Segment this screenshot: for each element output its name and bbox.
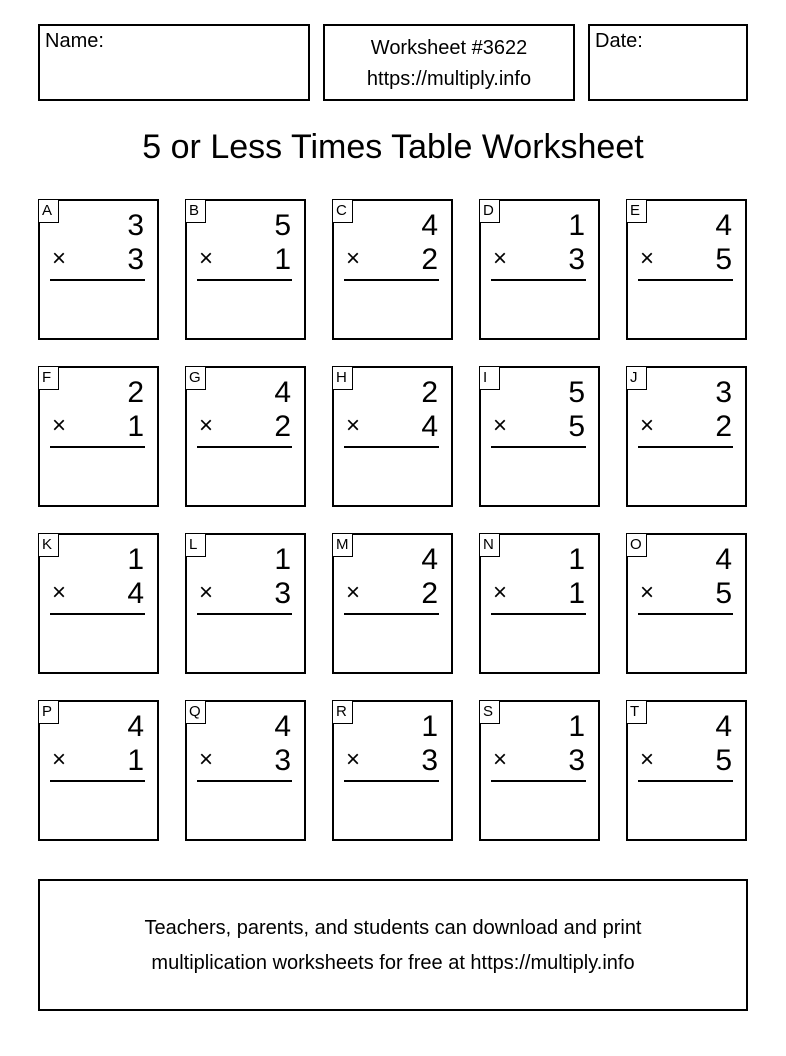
answer-rule [50, 613, 145, 615]
problem-letter: O [626, 533, 647, 557]
multiplicand: 1 [127, 543, 144, 576]
problem-letter: N [479, 533, 500, 557]
problem-letter: B [185, 199, 206, 223]
problem-card-t[interactable] [626, 700, 747, 841]
answer-rule [344, 613, 439, 615]
answer-rule [197, 613, 292, 615]
problem-card-j[interactable] [626, 366, 747, 507]
times-icon: × [199, 245, 214, 272]
answer-rule [638, 780, 733, 782]
multiplier: 2 [421, 243, 438, 276]
times-icon: × [52, 245, 67, 272]
multiplier: 2 [715, 410, 732, 443]
answer-rule [491, 279, 586, 281]
problem-letter: F [38, 366, 59, 390]
worksheet-url: https://multiply.info [366, 68, 532, 90]
answer-rule [344, 446, 439, 448]
problem-letter: H [332, 366, 353, 390]
problem-letter: G [185, 366, 206, 390]
times-icon: × [640, 412, 655, 439]
answer-rule [491, 446, 586, 448]
multiplicand: 1 [421, 710, 438, 743]
problem-letter: C [332, 199, 353, 223]
multiplier: 3 [568, 243, 585, 276]
times-icon: × [346, 412, 361, 439]
answer-rule [491, 613, 586, 615]
problem-letter: T [626, 700, 647, 724]
page-title: 5 or Less Times Table Worksheet [142, 128, 644, 166]
multiplicand: 4 [715, 543, 732, 576]
problem-card-h[interactable] [332, 366, 453, 507]
multiplicand: 1 [568, 209, 585, 242]
problem-letter: K [38, 533, 59, 557]
multiplier: 3 [127, 243, 144, 276]
answer-rule [491, 780, 586, 782]
multiplier: 3 [274, 744, 291, 777]
problem-card-f[interactable] [38, 366, 159, 507]
answer-rule [638, 279, 733, 281]
problem-letter: L [185, 533, 206, 557]
multiplicand: 4 [421, 543, 438, 576]
times-icon: × [493, 746, 508, 773]
multiplier: 5 [715, 577, 732, 610]
multiplier: 5 [715, 243, 732, 276]
times-icon: × [493, 579, 508, 606]
footer-line-2: multiplication worksheets for free at https://multiply.info [151, 952, 635, 974]
answer-rule [344, 780, 439, 782]
answer-rule [638, 446, 733, 448]
problem-card-s[interactable] [479, 700, 600, 841]
multiplier: 2 [274, 410, 291, 443]
problem-card-d[interactable] [479, 199, 600, 340]
multiplicand: 3 [715, 376, 732, 409]
answer-rule [197, 446, 292, 448]
times-icon: × [346, 579, 361, 606]
name-label: Name: [45, 30, 104, 52]
multiplicand: 5 [568, 376, 585, 409]
multiplicand: 2 [127, 376, 144, 409]
multiplier: 1 [127, 744, 144, 777]
times-icon: × [52, 746, 67, 773]
problem-card-n[interactable] [479, 533, 600, 674]
multiplicand: 4 [715, 710, 732, 743]
problem-letter: E [626, 199, 647, 223]
date-label: Date: [595, 30, 643, 52]
times-icon: × [346, 245, 361, 272]
worksheet-info-box [323, 24, 575, 101]
problem-card-c[interactable] [332, 199, 453, 340]
multiplier: 3 [274, 577, 291, 610]
footer-line-1: Teachers, parents, and students can download and print [144, 917, 642, 939]
times-icon: × [346, 746, 361, 773]
footer-box [38, 879, 748, 1011]
problem-letter: A [38, 199, 59, 223]
problem-letter: R [332, 700, 353, 724]
problem-letter: D [479, 199, 500, 223]
problem-card-q[interactable] [185, 700, 306, 841]
problem-card-r[interactable] [332, 700, 453, 841]
multiplicand: 4 [715, 209, 732, 242]
answer-rule [197, 279, 292, 281]
worksheet-number: Worksheet #3622 [370, 37, 528, 59]
name-field-box[interactable] [38, 24, 310, 101]
problem-letter: I [479, 366, 500, 390]
problem-card-i[interactable] [479, 366, 600, 507]
multiplicand: 5 [274, 209, 291, 242]
multiplier: 1 [127, 410, 144, 443]
times-icon: × [199, 412, 214, 439]
problem-letter: M [332, 533, 353, 557]
times-icon: × [640, 746, 655, 773]
multiplier: 5 [568, 410, 585, 443]
times-icon: × [640, 579, 655, 606]
multiplicand: 1 [274, 543, 291, 576]
answer-rule [50, 780, 145, 782]
answer-rule [197, 780, 292, 782]
multiplicand: 1 [568, 710, 585, 743]
problem-card-o[interactable] [626, 533, 747, 674]
multiplier: 2 [421, 577, 438, 610]
problem-card-m[interactable] [332, 533, 453, 674]
multiplier: 4 [421, 410, 438, 443]
multiplicand: 4 [421, 209, 438, 242]
times-icon: × [199, 746, 214, 773]
times-icon: × [640, 245, 655, 272]
answer-rule [344, 279, 439, 281]
answer-rule [50, 279, 145, 281]
problem-card-b[interactable] [185, 199, 306, 340]
problem-card-p[interactable] [38, 700, 159, 841]
times-icon: × [52, 579, 67, 606]
multiplier: 4 [127, 577, 144, 610]
times-icon: × [199, 579, 214, 606]
problem-card-g[interactable] [185, 366, 306, 507]
answer-rule [50, 446, 145, 448]
times-icon: × [493, 245, 508, 272]
problem-card-k[interactable] [38, 533, 159, 674]
multiplier: 5 [715, 744, 732, 777]
times-icon: × [493, 412, 508, 439]
problem-letter: P [38, 700, 59, 724]
multiplicand: 4 [274, 376, 291, 409]
multiplicand: 4 [127, 710, 144, 743]
multiplier: 1 [568, 577, 585, 610]
multiplicand: 2 [421, 376, 438, 409]
date-field-box[interactable] [588, 24, 748, 101]
problem-letter: Q [185, 700, 206, 724]
multiplier: 1 [274, 243, 291, 276]
problem-card-l[interactable] [185, 533, 306, 674]
multiplicand: 4 [274, 710, 291, 743]
multiplier: 3 [568, 744, 585, 777]
multiplicand: 3 [127, 209, 144, 242]
problem-letter: S [479, 700, 500, 724]
multiplicand: 1 [568, 543, 585, 576]
problem-card-e[interactable] [626, 199, 747, 340]
multiplier: 3 [421, 744, 438, 777]
problem-card-a[interactable] [38, 199, 159, 340]
answer-rule [638, 613, 733, 615]
problem-letter: J [626, 366, 647, 390]
times-icon: × [52, 412, 67, 439]
